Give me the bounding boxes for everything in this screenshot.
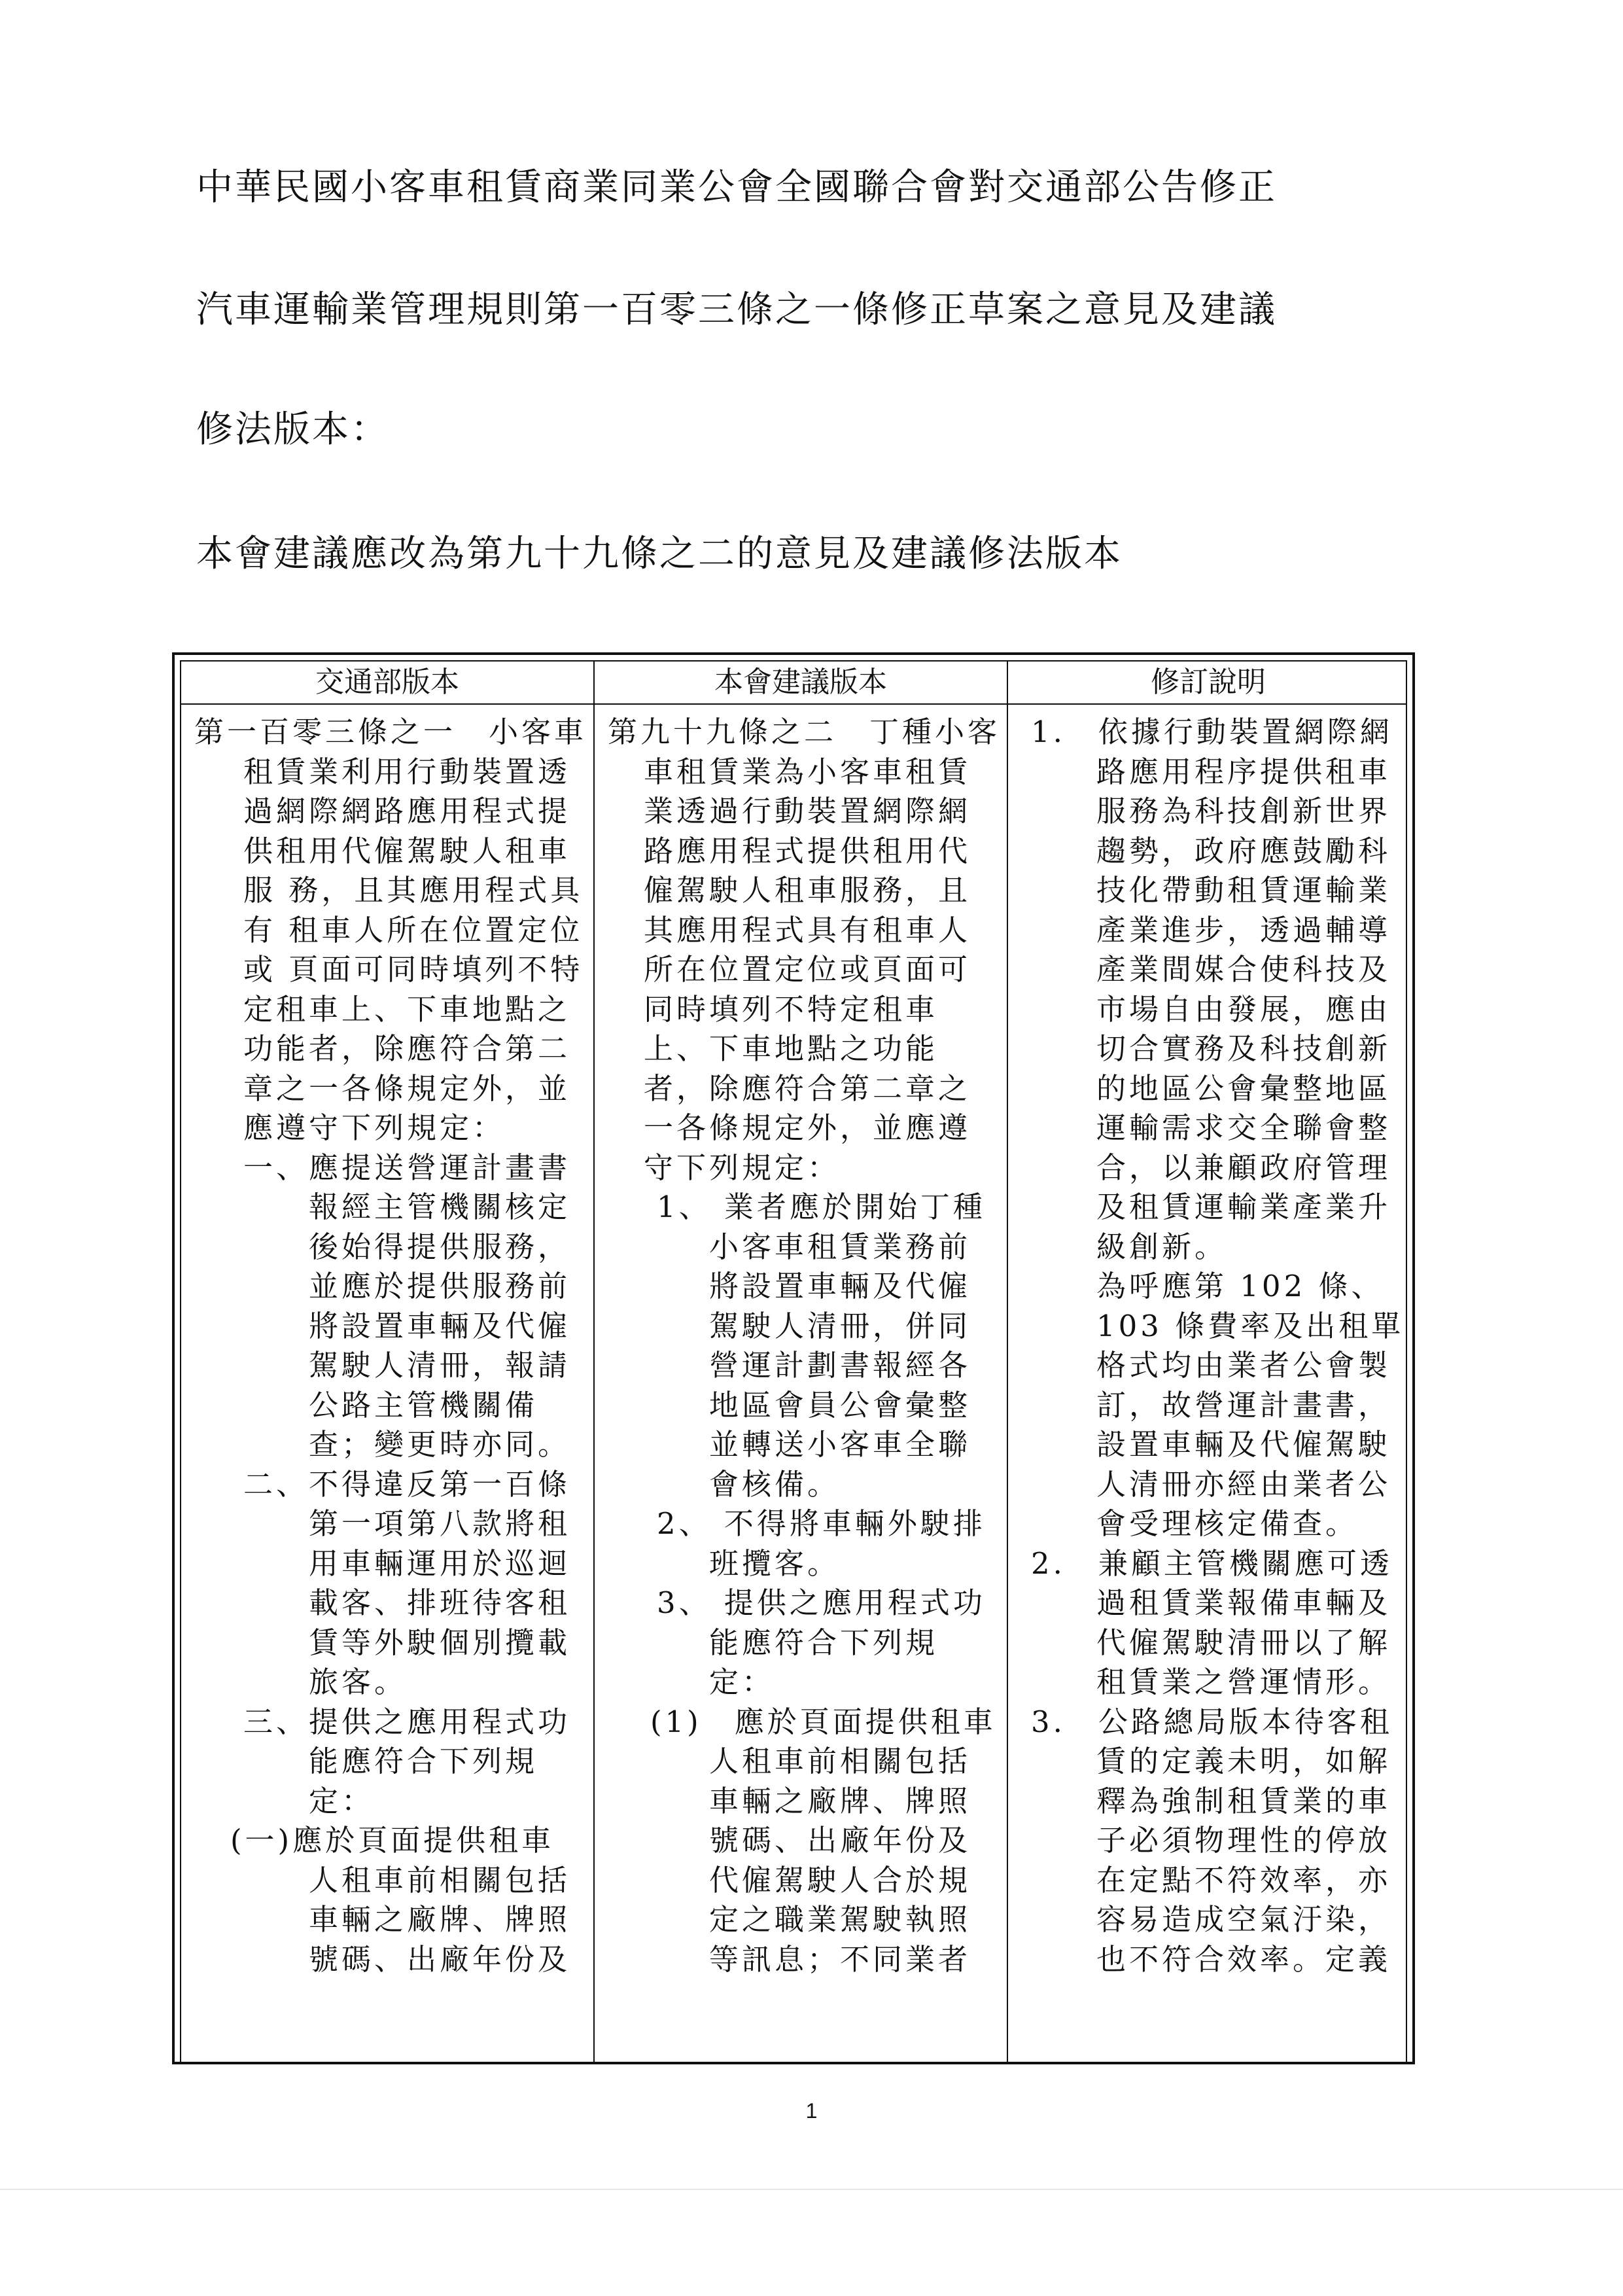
table-cell-line: 定租車上、下車地點之	[243, 991, 571, 1027]
table-cell-line: 二、不得違反第一百條	[243, 1466, 571, 1502]
table-cell-line: 上、下車地點之功能	[644, 1031, 939, 1066]
table-cell-line: 2. 兼顧主管機關應可透	[1031, 1545, 1393, 1581]
table-cell-line: 其應用程式具有租車人	[644, 912, 971, 947]
table-cell-line: 同時填列不特定租車	[644, 991, 939, 1027]
table-inner	[180, 660, 1407, 2062]
table-cell-line: 賃等外駛個別攬載	[309, 1625, 571, 1660]
table-cell-line: 或 頁面可同時填列不特	[243, 952, 584, 987]
table-cell-line: 第九十九條之二 丁種小客	[608, 715, 1001, 749]
table-cell-line: 設置車輛及代僱駕駛	[1096, 1427, 1391, 1462]
table-cell-line: 並應於提供服務前	[309, 1269, 571, 1303]
table-cell-line: 守下列規定：	[644, 1150, 841, 1185]
table-cell-line: 車輛之廠牌、牌照	[309, 1902, 571, 1937]
table-cell-line: 也不符合效率。定義	[1096, 1941, 1391, 1977]
table-cell-line: 會受理核定備查。	[1096, 1506, 1359, 1541]
table-cell-line: 業透過行動裝置網際網	[644, 794, 971, 828]
table-cell-line: 格式均由業者公會製	[1096, 1348, 1391, 1383]
table-cell-line: 旅客。	[309, 1665, 408, 1699]
table-cell-line: 小客車租賃業務前	[709, 1229, 971, 1264]
table-cell-line: 者，除應符合第二章之	[644, 1070, 971, 1106]
table-cell-line: 號碼、出廠年份及	[709, 1823, 971, 1858]
table-cell-line: 章之一各條規定外，並	[243, 1070, 571, 1106]
table-cell-line: 容易造成空氣汙染，	[1096, 1902, 1391, 1937]
table-cell-line: 公路主管機關備	[309, 1387, 538, 1422]
table-cell-line: 路應用程序提供租車	[1096, 754, 1391, 789]
table-cell-line: 號碼、出廠年份及	[309, 1941, 571, 1977]
table-cell-line: 能應符合下列規	[309, 1744, 538, 1778]
table-cell-line: 僱駕駛人租車服務，且	[644, 873, 971, 908]
table-cell-line: 會核備。	[709, 1466, 841, 1502]
table-cell-line: 的地區公會彙整地區	[1096, 1070, 1391, 1106]
table-cell-line: 報經主管機關核定	[309, 1190, 571, 1224]
table-cell-line: 過租賃業報備車輛及	[1096, 1585, 1391, 1620]
table-cell-line: 路應用程式提供租用代	[644, 833, 971, 868]
table-cell-line: 將設置車輛及代僱	[309, 1308, 571, 1343]
table-cell-line: 為呼應第 102 條、	[1096, 1269, 1384, 1303]
table-cell-line: 服 務，且其應用程式具	[243, 873, 584, 908]
table-cell-line: 及租賃運輸業產業升	[1096, 1190, 1391, 1224]
table-cell-line: 租賃業之營運情形。	[1096, 1665, 1391, 1699]
table-cell-line: 代僱駕駛人合於規	[709, 1862, 971, 1898]
heading-line-2: 汽車運輸業管理規則第一百零三條之一條修正草案之意見及建議	[196, 289, 1277, 331]
column-association-version	[595, 703, 1007, 2062]
table-cell-line: 人租車前相關包括	[709, 1744, 971, 1778]
table-cell-line: 駕駛人清冊，併同	[709, 1308, 971, 1343]
table-cell-line: 運輸需求交全聯會整	[1096, 1110, 1391, 1145]
table-cell-line: 103 條費率及出租單	[1096, 1308, 1405, 1343]
table-cell-line: 有 租車人所在位置定位	[243, 912, 584, 947]
table-cell-line: (1) 應於頁面提供租車	[650, 1704, 996, 1739]
table-cell-line: 並轉送小客車全聯	[709, 1427, 971, 1462]
table-cell-line: 過網際網路應用程式提	[243, 794, 571, 828]
table-cell-line: 代僱駕駛清冊以了解	[1096, 1625, 1391, 1660]
page-number: 1	[805, 2099, 818, 2123]
table-cell-line: 一各條規定外，並應遵	[644, 1110, 971, 1145]
table-cell-line: 2、 不得將車輛外駛排	[657, 1506, 986, 1541]
table-cell-line: 定之職業駕駛執照	[709, 1902, 971, 1937]
table-cell-line: 第一項第八款將租	[309, 1506, 571, 1541]
table-cell-line: 訂，故營運計畫書，	[1096, 1387, 1391, 1422]
table-cell-line: 後始得提供服務，	[309, 1229, 571, 1264]
table-cell-line: 應遵守下列規定：	[243, 1110, 506, 1145]
table-cell-line: 市場自由發展，應由	[1096, 991, 1391, 1027]
column-moc-version	[181, 703, 593, 2062]
table-cell-line: 級創新。	[1096, 1229, 1228, 1264]
table-cell-line: 產業間媒合使科技及	[1096, 952, 1391, 987]
table-cell-line: 能應符合下列規	[709, 1625, 939, 1660]
column-explanation	[1008, 703, 1408, 2062]
table-cell-line: 產業進步，透過輔導	[1096, 912, 1391, 947]
table-cell-line: 車輛之廠牌、牌照	[709, 1783, 971, 1818]
table-cell-line: 賃的定義未明，如解	[1096, 1744, 1391, 1778]
table-cell-line: 人清冊亦經由業者公	[1096, 1466, 1391, 1502]
table-cell-line: 地區會員公會彙整	[709, 1387, 971, 1422]
header-explanation: 修訂說明	[1151, 665, 1266, 699]
table-cell-line: 3、 提供之應用程式功	[657, 1585, 986, 1620]
table-cell-line: 車租賃業為小客車租賃	[644, 754, 971, 789]
comparison-table	[172, 652, 1415, 2064]
table-cell-line: 1、 業者應於開始丁種	[657, 1190, 986, 1224]
table-cell-line: 人租車前相關包括	[309, 1862, 571, 1898]
table-cell-line: 1. 依據行動裝置網際網	[1031, 715, 1393, 749]
heading-line-1: 中華民國小客車租賃商業同業公會全國聯合會對交通部公告修正	[196, 166, 1277, 209]
table-cell-line: 將設置車輛及代僱	[709, 1269, 971, 1303]
heading-line-4: 本會建議應改為第九十九條之二的意見及建議修法版本	[196, 533, 1123, 575]
table-cell-line: 技化帶動租賃運輸業	[1096, 873, 1391, 908]
table-cell-line: 載客、排班待客租	[309, 1585, 571, 1620]
table-cell-line: 班攬客。	[709, 1545, 841, 1581]
header-association-version: 本會建議版本	[714, 665, 887, 699]
table-cell-line: 在定點不符效率，亦	[1096, 1862, 1391, 1898]
table-cell-line: 子必須物理性的停放	[1096, 1823, 1391, 1858]
table-cell-line: 切合實務及科技創新	[1096, 1031, 1391, 1066]
page-edge-line	[0, 2189, 1623, 2190]
table-cell-line: 查；變更時亦同。	[309, 1427, 571, 1462]
table-cell-line: 駕駛人清冊，報請	[309, 1348, 571, 1383]
table-cell-line: 第一百零三條之一 小客車	[194, 715, 587, 749]
table-cell-line: 租賃業利用行動裝置透	[243, 754, 571, 789]
table-cell-line: 釋為強制租賃業的車	[1096, 1783, 1391, 1818]
table-cell-line: 一、應提送營運計畫書	[243, 1150, 571, 1185]
table-cell-line: (一)應於頁面提供租車	[230, 1823, 555, 1858]
table-cell-line: 3. 公路總局版本待客租	[1031, 1704, 1393, 1739]
table-cell-line: 合，以兼顧政府管理	[1096, 1150, 1391, 1185]
table-cell-line: 功能者，除應符合第二	[243, 1031, 571, 1066]
table-cell-line: 定：	[709, 1665, 775, 1699]
table-cell-line: 用車輛運用於巡迴	[309, 1545, 571, 1581]
table-cell-line: 定：	[309, 1783, 375, 1818]
table-cell-line: 供租用代僱駕駛人租車	[243, 833, 571, 868]
table-cell-line: 營運計劃書報經各	[709, 1348, 971, 1383]
table-cell-line: 趨勢，政府應鼓勵科	[1096, 833, 1391, 868]
header-moc-version: 交通部版本	[315, 665, 459, 699]
table-header-row	[181, 662, 1406, 705]
table-cell-line: 三、提供之應用程式功	[243, 1704, 571, 1739]
table-cell-line: 服務為科技創新世界	[1096, 794, 1391, 828]
table-cell-line: 所在位置定位或頁面可	[644, 952, 971, 987]
heading-line-3: 修法版本：	[196, 408, 389, 451]
table-cell-line: 等訊息；不同業者	[709, 1941, 971, 1977]
